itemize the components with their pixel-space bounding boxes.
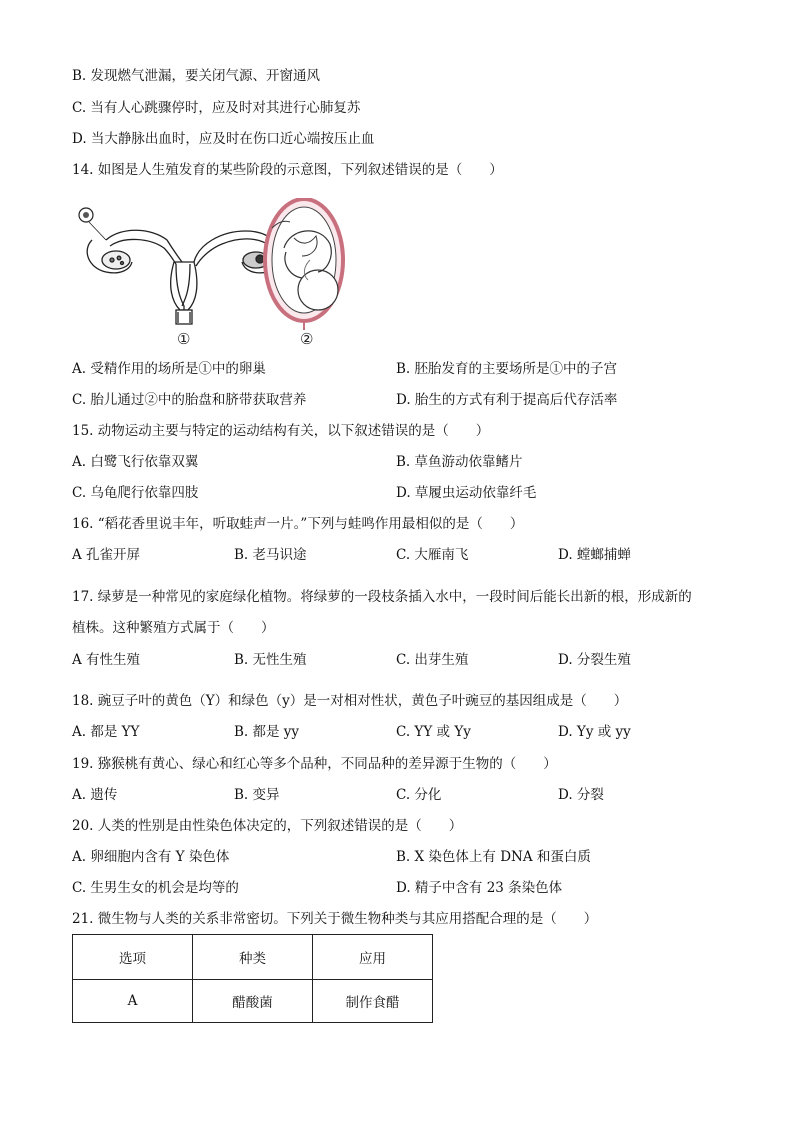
q16-option-b: B. 老马识途 — [234, 547, 307, 563]
q16-option-c: C. 大雁南飞 — [396, 547, 469, 563]
q18-option-b: B. 都是 yy — [234, 724, 300, 740]
reproduction-figure — [72, 198, 372, 350]
table-header-row — [73, 935, 433, 980]
figure-label-1: ① — [177, 330, 191, 348]
q20-option-d: D. 精子中含有 23 条染色体 — [396, 880, 563, 896]
table-cell: 制作食醋 — [313, 980, 433, 1023]
q20-stem: 20. 人类的性别是由性染色体决定的，下列叙述错误的是（ ） — [72, 818, 463, 834]
q17-option-d: D. 分裂生殖 — [558, 652, 631, 668]
q16-stem: 16. “稻花香里说丰年，听取蛙声一片。”下列与蛙鸣作用最相似的是（ ） — [72, 516, 524, 532]
q13-option-b: B. 发现燃气泄漏，要关闭气源、开窗通风 — [72, 68, 321, 84]
table-header-cell: 选项 — [73, 935, 193, 980]
q18-option-d: D. Yy 或 yy — [558, 724, 631, 740]
q17-stem-line1: 17. 绿萝是一种常见的家庭绿化植物。将绿萝的一段枝条插入水中，一段时间后能长出新的根，形成新的 — [72, 589, 692, 605]
table-row — [73, 980, 433, 1023]
q19-stem: 19. 猕猴桃有黄心、绿心和红心等多个品种，不同品种的差异源于生物的（ ） — [72, 756, 557, 772]
q19-option-d: D. 分裂 — [558, 787, 604, 803]
table-header-cell: 应用 — [313, 935, 433, 980]
egg-cell-icon — [79, 208, 106, 240]
figure-label-2: ② — [300, 330, 314, 348]
q15-option-a: A. 白鹭飞行依靠双翼 — [72, 454, 199, 470]
q18-option-c: C. YY 或 Yy — [396, 724, 471, 740]
fetus-in-uterus-icon — [265, 199, 343, 330]
q18-stem: 18. 豌豆子叶的黄色（Y）和绿色（y）是一对相对性状，黄色子叶豌豆的基因组成是（ ） — [72, 693, 628, 709]
q17-stem-line2: 植株。这种繁殖方式属于（ ） — [72, 620, 275, 636]
q20-option-c: C. 生男生女的机会是均等的 — [72, 880, 239, 896]
q17-option-b: B. 无性生殖 — [234, 652, 307, 668]
q15-option-c: C. 乌龟爬行依靠四肢 — [72, 485, 199, 501]
q19-option-c: C. 分化 — [396, 787, 442, 803]
q15-option-b: B. 草鱼游动依靠鳍片 — [396, 454, 523, 470]
q14-option-b: B. 胚胎发育的主要场所是①中的子宫 — [396, 361, 618, 377]
q17-option-a: A 有性生殖 — [72, 652, 141, 668]
table-cell: 醋酸菌 — [193, 980, 313, 1023]
q14-option-d: D. 胎生的方式有利于提高后代存活率 — [396, 392, 618, 408]
microbe-table — [72, 934, 433, 1023]
q15-option-d: D. 草履虫运动依靠纤毛 — [396, 485, 537, 501]
q20-option-b: B. X 染色体上有 DNA 和蛋白质 — [396, 849, 591, 865]
q14-option-c: C. 胎儿通过②中的胎盘和脐带获取营养 — [72, 392, 307, 408]
q17-option-c: C. 出芽生殖 — [396, 652, 469, 668]
q16-option-a: A 孔雀开屏 — [72, 547, 141, 563]
table-header-cell: 种类 — [193, 935, 313, 980]
q16-option-d: D. 螳螂捕蝉 — [558, 547, 631, 563]
q15-stem: 15. 动物运动主要与特定的运动结构有关，以下叙述错误的是（ ） — [72, 423, 490, 439]
q19-option-a: A. 遗传 — [72, 787, 118, 803]
q14-option-a: A. 受精作用的场所是①中的卵巢 — [72, 361, 266, 377]
q18-option-a: A. 都是 YY — [72, 724, 140, 740]
q14-stem: 14. 如图是人生殖发育的某些阶段的示意图，下列叙述错误的是（ ） — [72, 162, 503, 178]
female-reproductive-system-icon — [87, 230, 281, 324]
q19-option-b: B. 变异 — [234, 787, 280, 803]
q13-option-d: D. 当大静脉出血时，应及时在伤口近心端按压止血 — [72, 131, 375, 147]
q21-stem: 21. 微生物与人类的关系非常密切。下列关于微生物种类与其应用搭配合理的是（ ） — [72, 911, 598, 927]
q20-option-a: A. 卵细胞内含有 Y 染色体 — [72, 849, 230, 865]
table-cell: A — [73, 980, 193, 1023]
q13-option-c: C. 当有人心跳骤停时，应及时对其进行心肺复苏 — [72, 100, 361, 116]
